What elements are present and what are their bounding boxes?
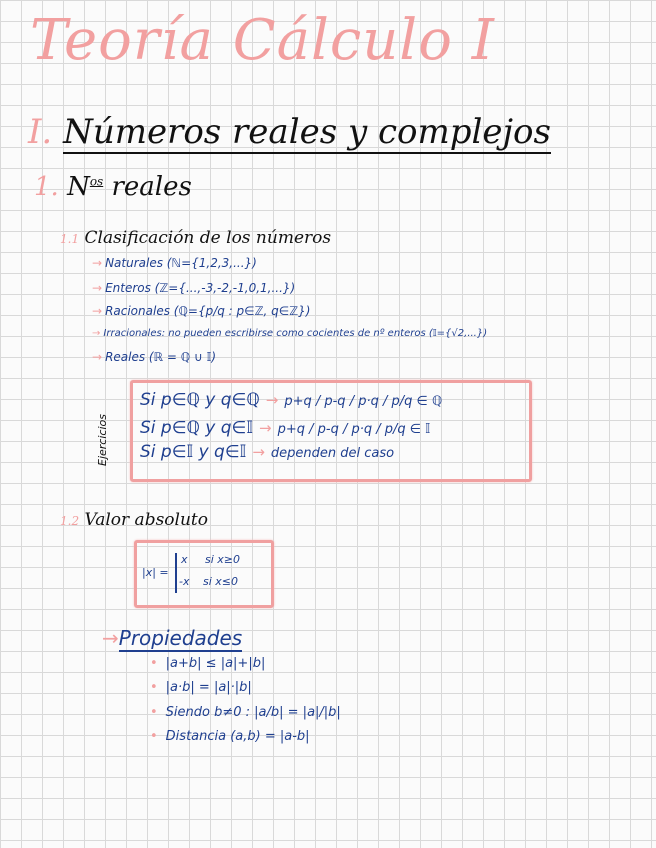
list-item: [92, 281, 295, 295]
property-text: |a·b| = |a|·|b|: [165, 680, 252, 695]
subsection-prefix: N: [67, 172, 90, 202]
exercise-condition: Si p∈ℚ y q∈𝕀: [140, 418, 254, 438]
arrow-right-icon: →: [259, 419, 272, 437]
item-text: Reales (ℝ = ℚ ∪ 𝕀): [105, 350, 217, 364]
exercise-row: [140, 390, 442, 410]
exercise-result: p+q / p-q / p·q / p/q ∈ 𝕀: [277, 422, 431, 437]
exercises-label: Ejercicios: [96, 414, 109, 466]
arrow-right-icon: →: [92, 256, 103, 270]
absolute-lhs: |x| =: [142, 566, 169, 579]
item-text: Irracionales: no pueden escribirse como cocientes de nº enteros (𝕀={√2,...}): [103, 328, 488, 339]
bullet-icon: •: [150, 680, 158, 695]
property-text: Distancia (a,b) = |a-b|: [165, 729, 310, 744]
property-item: [150, 729, 310, 744]
arrow-right-icon: →: [102, 626, 119, 650]
absolute-case: [179, 575, 238, 588]
item-text: Enteros (ℤ={...,-3,-2,-1,0,1,...}): [105, 281, 296, 295]
case-cond: si x≤0: [202, 575, 238, 588]
list-item: [92, 350, 216, 364]
arrow-right-icon: →: [92, 281, 103, 295]
absolute-title: Valor absoluto: [84, 510, 208, 530]
property-item: [150, 680, 252, 695]
classification-number: 1.1: [60, 232, 80, 246]
properties-heading: [102, 626, 242, 650]
subsection-title: reales: [111, 172, 192, 202]
arrow-right-icon: →: [92, 350, 103, 364]
case-expr: -x: [179, 575, 190, 588]
exercise-row: [140, 442, 394, 462]
classification-title: Clasificación de los números: [84, 228, 332, 248]
list-item: [92, 328, 487, 339]
classification-heading: [60, 228, 331, 248]
arrow-right-icon: →: [265, 391, 279, 409]
arrow-right-icon: →: [252, 443, 265, 461]
subsection-heading: [34, 172, 192, 202]
list-item: [92, 304, 311, 318]
property-item: [150, 705, 341, 720]
section-title: Números reales y complejos: [63, 112, 551, 152]
subsection-number: 1.: [34, 172, 59, 202]
absolute-number: 1.2: [60, 514, 80, 528]
list-item: [92, 256, 257, 270]
absolute-case: [181, 553, 240, 566]
arrow-right-icon: →: [92, 328, 101, 339]
bullet-icon: •: [150, 705, 158, 720]
absolute-heading: [60, 510, 208, 530]
property-item: [150, 656, 265, 671]
bullet-icon: •: [150, 656, 158, 671]
arrow-right-icon: →: [92, 304, 103, 318]
item-text: Naturales (ℕ={1,2,3,...}): [105, 256, 257, 270]
property-text: |a+b| ≤ |a|+|b|: [165, 656, 266, 671]
section-number: I.: [28, 112, 53, 152]
case-expr: x: [181, 553, 188, 566]
page-title: Teoría Cálculo I: [30, 8, 495, 73]
item-text: Racionales (ℚ={p/q : p∈ℤ, q∈ℤ}): [105, 304, 311, 318]
properties-title: Propiedades: [118, 626, 243, 650]
case-cond: si x≥0: [205, 553, 241, 566]
bullet-icon: •: [150, 729, 158, 744]
exercise-condition: Si p∈𝕀 y q∈𝕀: [140, 442, 247, 462]
exercise-result: p+q / p-q / p·q / p/q ∈ ℚ: [284, 394, 443, 409]
exercise-row: [140, 418, 430, 438]
exercise-condition: Si p∈ℚ y q∈ℚ: [140, 390, 260, 410]
section-heading: [28, 112, 551, 152]
exercise-result: dependen del caso: [270, 446, 395, 461]
brace-icon: [175, 553, 177, 593]
subsection-sup: os: [89, 174, 104, 189]
property-text: Siendo b≠0 : |a/b| = |a|/|b|: [165, 705, 341, 720]
